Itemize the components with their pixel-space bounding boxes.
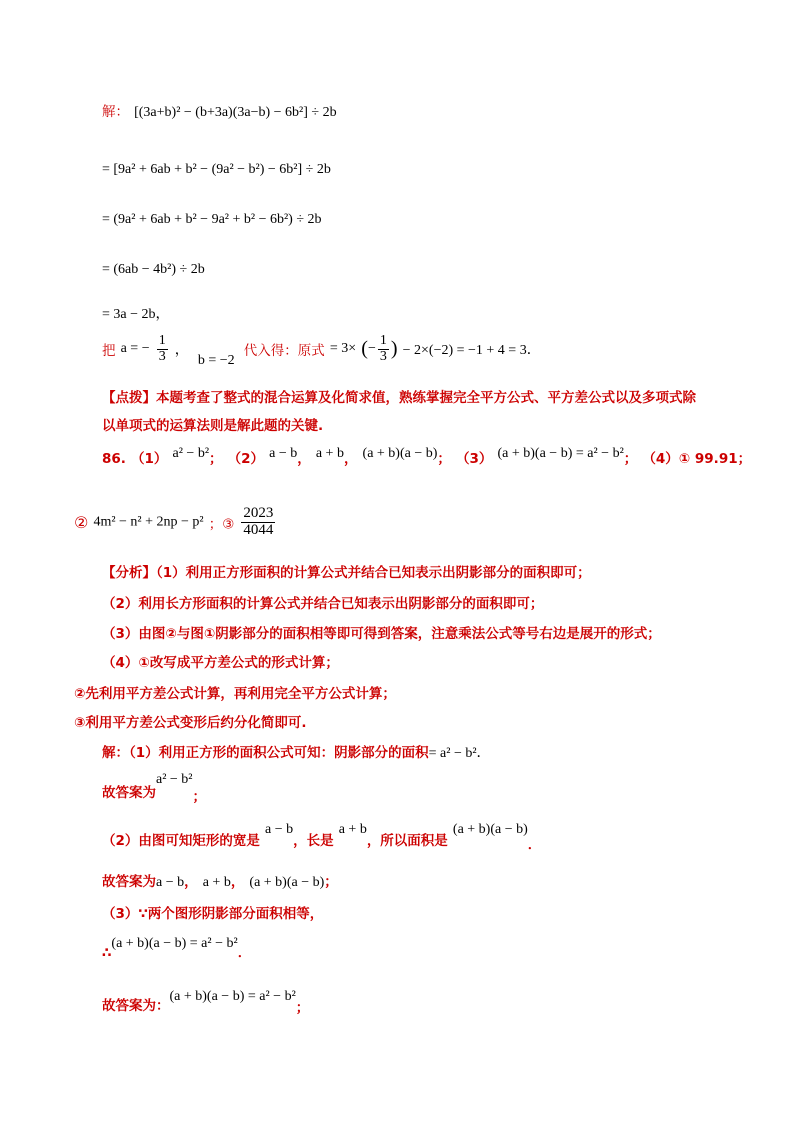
q86-answer-1: a² − b² [172,446,210,461]
fenxi-tag: 【分析】 [102,565,156,581]
paren-close: ) [390,337,398,360]
paren-open: ( [361,337,368,360]
jie-text-3b: ，长是 [293,833,334,849]
fraction-numerator-2: 1 [379,333,387,348]
jie-expr-1: = a² − b²． [428,746,491,761]
b-equals: b = −2 [197,352,235,368]
fenxi-line-4: （4）①改写成平方差公式的形式计算； [102,655,339,671]
q86-sep-3: ； [623,451,638,467]
q86-sep-2: ； [437,451,451,467]
fraction-one-third-2 [378,334,389,364]
jie-text-1: 解：（1）利用正方形的面积公式可知：阴影部分的面积 [102,745,429,761]
solution-head [102,100,337,121]
q86-answers [102,446,751,467]
jie-expr-2: a² − b² [156,772,193,787]
fraction-denominator: 3 [158,348,166,364]
q86-sep-4: ；③ [208,516,235,533]
solution-expression: [(3a+b)² − (b+3a)(3a−b) − 6b²] ÷ 2b [134,105,337,120]
q86-fraction-numerator: 2023 [243,505,274,521]
jie-expr-3c: (a + b)(a − b) [452,822,528,837]
step-1: = [9a² + 6ab + b² − (9a² − b²) − 6b²] ÷ 2b [102,162,331,177]
jie-end-3: ． [527,837,542,853]
q86-part1-label: （1） [131,451,168,467]
jie-end-6: ． [237,945,252,961]
fraction-one-third [157,334,168,364]
jie-line-1 [102,741,491,762]
a-equals: a = − [120,341,150,357]
jie-text-3a: （2）由图可知矩形的宽是 [102,833,260,849]
substitution-mid: 代入得：原式 [243,343,325,360]
minus-sign: − [367,341,376,357]
fenxi-line-3: （3）由图②与图①阴影部分的面积相等即可得到答案，注意乘法公式等号右边是展开的形式； [102,626,661,642]
jie-expr-7: (a + b)(a − b) = a² − b² [169,989,296,1004]
step-3: = (6ab − 4b²) ÷ 2b [102,262,205,277]
q86-answer-4c-fraction [241,506,275,539]
q86-part4: （4）① 99.91； [642,451,752,467]
calc-post: − 2×(−2) = −1 + 4 = 3． [402,343,541,359]
jie-line-7 [102,985,309,1016]
dianbo-line-2: 以单项式的运算法则是解此题的关键. [102,418,324,434]
jie-line-3 [102,822,541,853]
jie-expr-4a: a − b [156,875,185,890]
fenxi-line-2: （2）利用长方形面积的计算公式并结合已知表示出阴影部分的面积即可； [102,596,544,612]
dianbo-text-1: 本题考查了整式的混合运算及化简求值，熟练掌握完全平方公式、平方差公式以及多项式除 [156,390,696,406]
jie-expr-6: (a + b)(a − b) = a² − b² [111,936,238,951]
q86-answer-2b: a + b [315,446,344,461]
step-4: = 3a − 2b， [102,307,170,322]
q86-part2-label: （2） [227,451,265,467]
jie-end-4: ； [324,874,338,890]
solution-label: 解： [102,104,129,120]
jie-expr-3b: a + b [338,822,367,837]
substitution-prefix: 把 [102,343,116,360]
jie-line-6 [102,932,251,961]
fenxi-line-6: ③利用平方差公式变形后约分化简即可. [74,715,307,731]
fraction-denominator-2: 3 [379,348,387,364]
therefore-symbol: ∴ [102,945,112,961]
q86-sep-1: ； [209,451,223,467]
jie-expr-3a: a − b [265,822,294,837]
jie-line-5: （3）∵两个图形阴影部分面积相等， [102,906,324,922]
q86-answer-4b: 4m² − n² + 2np − p² [93,514,204,530]
calc-pre: = 3× [329,341,357,357]
step-2: = (9a² + 6ab + b² − 9a² + b² − 6b²) ÷ 2b [102,212,322,227]
substitution-separator: ， [174,343,189,359]
jie-text-2: 故答案为 [102,785,156,801]
jie-comma-4b: ， [230,874,245,890]
q86-number: 86. [102,451,126,467]
jie-comma-4a: ， [184,874,198,890]
q86-comma-2: ， [343,451,358,467]
q86-comma-1: ， [297,451,311,467]
jie-text-7: 故答案为： [102,998,170,1014]
q86-circle-2: ② [74,512,89,532]
fenxi-text-1: （1）利用正方形面积的计算公式并结合已知表示出阴影部分的面积即可； [156,565,591,581]
substitution-line [102,334,541,374]
jie-end-2: ； [192,789,207,805]
q86-answer-3: (a + b)(a − b) = a² − b² [497,446,624,461]
jie-line-4 [102,870,338,891]
fraction-numerator: 1 [158,333,166,348]
fenxi-line-1 [102,561,591,581]
jie-end-7: ； [295,1000,310,1016]
q86-answers-cont [74,506,277,546]
jie-expr-4b: a + b [202,875,231,890]
q86-answer-2c: (a + b)(a − b) [362,446,438,461]
fenxi-line-5: ②先利用平方差公式计算，再利用完全平方公式计算； [74,686,396,702]
q86-answer-2a: a − b [269,446,298,461]
jie-text-4: 故答案为 [102,874,156,890]
q86-part3-label: （3） [456,451,493,467]
jie-expr-4c: (a + b)(a − b) [249,875,325,890]
jie-line-2 [102,772,206,805]
dianbo-line-1 [102,386,696,406]
dianbo-tag: 【点拨】 [102,390,156,406]
q86-fraction-denominator: 4044 [243,521,274,538]
jie-text-3c: ，所以面积是 [366,833,448,849]
